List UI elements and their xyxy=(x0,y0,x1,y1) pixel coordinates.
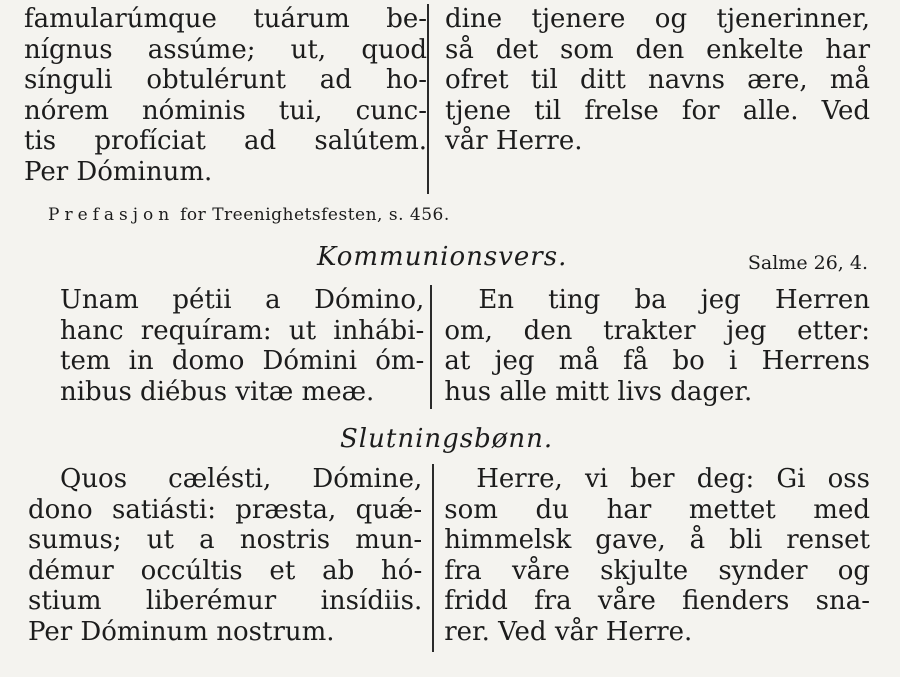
text-line: nibus diébus vitæ meæ. xyxy=(60,376,375,407)
text-line: dine tjenere og tjenerinner, xyxy=(445,4,870,34)
communion-latin xyxy=(0,285,424,409)
text-line: tjene til frelse for alle. Ved xyxy=(445,95,870,126)
text-line: som du har mettet med xyxy=(444,494,870,525)
text-line: démur occúltis et ab hó- xyxy=(28,555,423,586)
postcommunion-latin xyxy=(0,464,422,652)
communion-block xyxy=(0,285,900,409)
text-line: så det som den enkelte har xyxy=(445,34,870,65)
text-line: rer. Ved vår Herre. xyxy=(444,616,693,647)
text-line: hanc requíram: ut inhábi- xyxy=(60,315,425,346)
postcommunion-norwegian xyxy=(434,464,900,652)
text-line: hus alle mitt livs dager. xyxy=(444,376,753,407)
text-line: Per Dóminum nostrum. xyxy=(28,616,335,647)
postcommunion-heading-text: Slutningsbønn. xyxy=(340,424,554,454)
text-line: En ting ba jeg Herren xyxy=(478,285,870,315)
communion-heading-text: Kommunionsvers. xyxy=(317,242,568,272)
postcommunion-block xyxy=(0,464,900,652)
text-line: himmelsk gave, å bli renset xyxy=(444,525,870,555)
postcommunion-heading xyxy=(0,424,900,454)
text-line: sínguli obtulérunt ad ho- xyxy=(24,65,428,95)
text-line: sumus; ut a nostris mun- xyxy=(28,525,423,555)
text-line: Quos cælésti, Dómine, xyxy=(60,464,423,494)
text-line: Unam pétii a Dómino, xyxy=(60,285,425,315)
text-line: Herre, vi ber deg: Gi oss xyxy=(476,464,870,494)
preface-note-text: for Treenighetsfesten, s. 456. xyxy=(174,205,450,225)
text-line: famularúmque tuárum be- xyxy=(24,4,428,34)
text-line: fridd fra våre fienders sna- xyxy=(444,586,870,616)
text-line: tem in domo Dómini óm- xyxy=(60,346,425,376)
text-line: stium liberémur insídiis. xyxy=(28,586,423,616)
text-line: nígnus assúme; ut, quod xyxy=(24,34,428,65)
text-line: fra våre skjulte synder og xyxy=(444,555,870,586)
block-1 xyxy=(0,4,900,194)
text-line: ofret til ditt navns ære, må xyxy=(445,65,870,95)
text-line: nórem nóminis tui, cunc- xyxy=(24,95,428,126)
preface-note-label: Prefasjon xyxy=(48,205,175,225)
preface-note xyxy=(48,205,450,225)
communion-norwegian xyxy=(432,285,900,409)
text-line: vår Herre. xyxy=(445,126,583,156)
block-1-norwegian xyxy=(429,4,900,194)
block-1-latin xyxy=(0,4,427,194)
text-line: tis profíciat ad salútem. xyxy=(24,126,428,156)
text-line: Per Dóminum. xyxy=(24,156,213,187)
text-line: dono satiásti: præsta, quǽ- xyxy=(28,494,423,525)
text-line: om, den trakter jeg etter: xyxy=(444,315,870,346)
text-line: at jeg må få bo i Herrens xyxy=(444,346,870,376)
communion-reference: Salme 26, 4. xyxy=(747,252,868,274)
